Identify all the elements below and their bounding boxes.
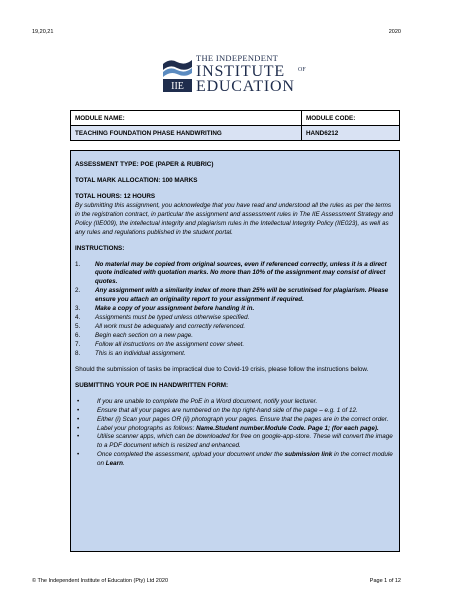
instruction-item: 1. No material may be copied from original sources, even if referenced correctly, unless it is a direct quote indicated with quotation marks. No more than 10% of the assignment may consist of direct quotes.: [75, 260, 387, 286]
covid-note: Should the submission of tasks be impractical due to Covid-19 crisis, please follow the instructions below.: [75, 365, 369, 373]
instruction-item: 7. Follow all instructions on the assignment cover sheet.: [75, 340, 245, 348]
bullet-icon: •: [77, 433, 80, 441]
header-year: 2020: [388, 29, 401, 35]
module-table-header-row: [71, 111, 400, 126]
assessment-info-box: [70, 150, 400, 552]
module-name-value: TEACHING FOUNDATION PHASE HANDWRITING: [71, 126, 302, 141]
handwritten-item: • Either (i) Scan your pages OR (ii) photograph your pages. Ensure that the pages are in the correct order.: [77, 415, 389, 423]
bullet-icon: •: [77, 424, 80, 432]
instructions-list: [75, 261, 395, 359]
logo-line-2: INSTITUTE: [196, 63, 285, 80]
module-code-label: MODULE CODE:: [302, 111, 400, 126]
handwritten-heading: SUBMITTING YOUR POE IN HANDWRITTEN FORM:: [75, 381, 229, 389]
iie-logo: [161, 51, 313, 97]
bullet-icon: •: [77, 397, 80, 405]
instruction-item: 3. Make a copy of your assignment before handing it in.: [75, 305, 255, 313]
handwritten-item: • Once completed the assessment, upload your document under the submission link in the correct module on Learn.: [77, 451, 393, 468]
total-hours: TOTAL HOURS: 12 HOURS: [75, 192, 156, 200]
assessment-type: ASSESSMENT TYPE: POE (PAPER & RUBRIC): [75, 161, 214, 168]
iie-logo-mark: [161, 55, 194, 94]
handwritten-item: • Utilise scanner apps, which can be downloaded for free on google-app-store. These will convert the image to a PDF document which is resized and enhanced.: [77, 433, 393, 450]
declaration-text: By submitting this assignment, you acknowledge that you have read and understood all the rules as per the terms in the registration contract, in particular the assignment and assessment rules in The IIE Assessment Strategy and Policy (IIE009), the intellectual integrity and plagiarism rules in the Intellectual Integrity Policy (IIE023), as well as any rules and regulations published in the student portal.: [75, 201, 393, 236]
handwritten-item: • Ensure that all your pages are numbered on the top right-hand side of the page – e.g. 1 of 12.: [77, 406, 358, 414]
instruction-item: 6. Begin each section on a new page.: [75, 332, 194, 339]
logo-mark-text: IIE: [171, 81, 184, 92]
logo-line-1: THE INDEPENDENT: [196, 53, 279, 63]
instruction-item: 5. All work must be adequately and correctly referenced.: [75, 323, 246, 331]
logo-of: OF: [298, 67, 306, 73]
module-table: [70, 110, 400, 141]
bullet-icon: •: [77, 415, 80, 423]
handwritten-item: • If you are unable to complete the PoE in a Word document, notify your lecturer.: [77, 397, 318, 405]
module-name-label: MODULE NAME:: [71, 111, 302, 126]
bullet-icon: •: [77, 451, 80, 459]
total-marks: TOTAL MARK ALLOCATION: 100 MARKS: [75, 176, 198, 184]
handwritten-list: [75, 398, 395, 470]
footer-page-number: Page 1 of 12: [369, 578, 401, 584]
bullet-icon: •: [77, 406, 80, 414]
handwritten-item: • Label your photographs as follows: Name.Student number.Module Code. Page 1; (for each page).: [77, 424, 379, 432]
instruction-item: 4. Assignments must be typed unless otherwise specified.: [75, 314, 250, 322]
instruction-item: 2. Any assignment with a similarity index of more than 25% will be scrutinised for plagiarism. Please ensure you attach an originality report to your assignment if required.: [75, 287, 389, 304]
logo-line-3: EDUCATION: [196, 78, 295, 95]
module-code-value: HAND6212: [302, 126, 400, 141]
footer-copyright: © The Independent Institute of Education (Pty) Ltd 2020: [32, 578, 169, 584]
instruction-item: 8. This is an individual assignment.: [75, 349, 186, 357]
module-table-value-row: [71, 126, 400, 141]
header-date: 19,20,21: [32, 29, 54, 35]
instructions-heading: INSTRUCTIONS:: [75, 244, 125, 252]
